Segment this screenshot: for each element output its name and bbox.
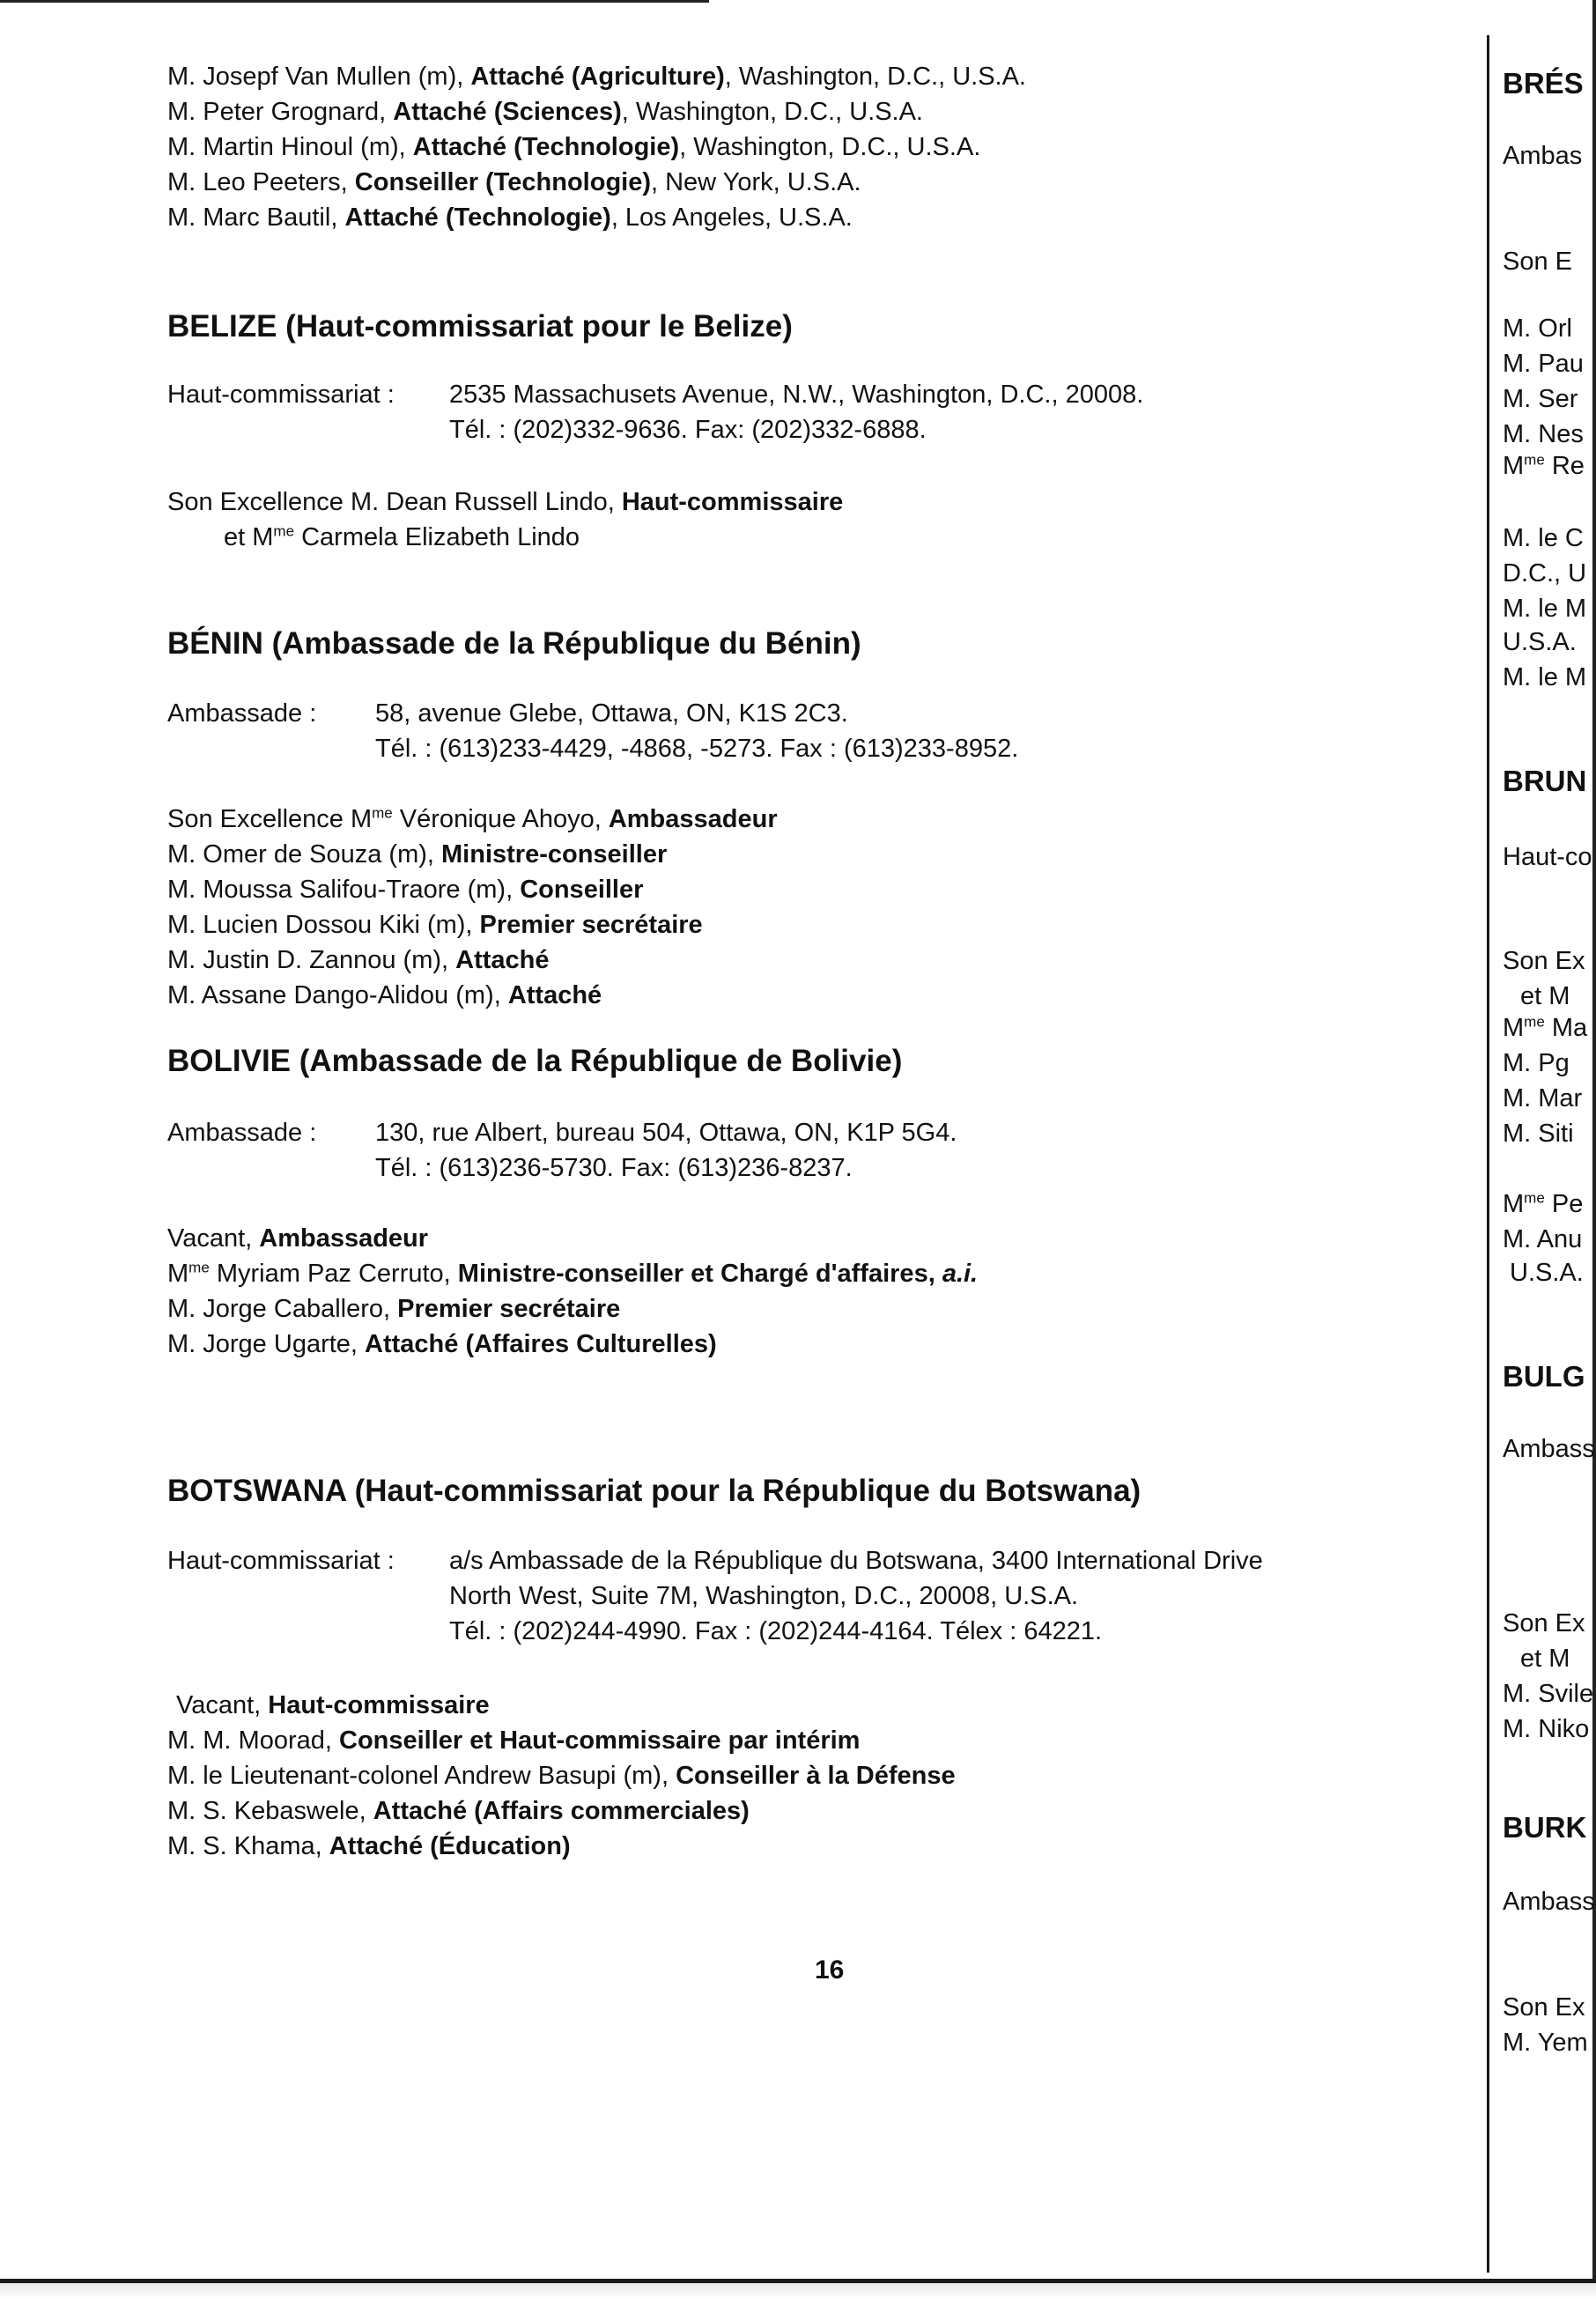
cropped-text: M. Pau	[1503, 350, 1584, 378]
cropped-text: U.S.A.	[1510, 1259, 1584, 1287]
phone-line: Tél. : (202)244-4990. Fax : (202)244-4164. Télex : 64221.	[449, 1617, 1103, 1645]
staff-entry: M. S. Kebaswele, Attaché (Affairs commerciales)	[167, 1797, 750, 1825]
staff-entry: M. Assane Dango-Alidou (m), Attaché	[167, 981, 602, 1009]
spouse-line: et $M^{me}$ Carmela Elizabeth Lindo	[224, 522, 580, 551]
cropped-text: M. Pg	[1503, 1049, 1570, 1077]
staff-entry: M. Moussa Salifou-Traore (m), Conseiller	[167, 876, 644, 904]
section-heading: BOTSWANA (Haut-commissariat pour la République du Botswana)	[167, 1474, 1142, 1508]
cropped-text: Son Ex	[1503, 947, 1585, 975]
cropped-heading: BRÉS	[1503, 67, 1584, 100]
section-heading: BOLIVIE (Ambassade de la République de Bolivie)	[167, 1044, 903, 1078]
address-label: Ambassade :	[167, 1119, 317, 1147]
staff-entry: $M^{me}$ Myriam Paz Cerruto, Ministre-conseiller et Chargé d'affaires, a.i.	[167, 1259, 979, 1288]
page-number: 16	[815, 1955, 845, 1985]
next-page-column-cropped	[1503, 0, 1596, 2273]
section-heading: BÉNIN (Ambassade de la République du Bénin)	[167, 626, 861, 661]
head-of-mission: Son Excellence M. Dean Russell Lindo, Haut-commissaire	[167, 488, 844, 516]
staff-entry: M. Marc Bautil, Attaché (Technologie), Los Angeles, U.S.A.	[167, 203, 853, 232]
staff-entry: M. Jorge Ugarte, Attaché (Affaires Culturelles)	[167, 1330, 717, 1358]
phone-line: Tél. : (613)236-5730. Fax: (613)236-8237.	[375, 1154, 853, 1182]
cropped-heading: BURK	[1503, 1811, 1587, 1844]
cropped-text: $M^{me}$ Re	[1503, 451, 1585, 480]
cropped-text: Ambass	[1503, 1888, 1595, 1916]
scan-bottom-shade	[0, 2283, 1596, 2299]
staff-entry: M. le Lieutenant-colonel Andrew Basupi (m), Conseiller à la Défense	[167, 1762, 956, 1790]
cropped-text: M. Mar	[1503, 1084, 1583, 1113]
address-line: North West, Suite 7M, Washington, D.C., 20008, U.S.A.	[449, 1582, 1079, 1610]
cropped-heading: BRUN	[1503, 765, 1587, 797]
cropped-text: et M	[1520, 1645, 1570, 1673]
cropped-text: $M^{me}$ Ma	[1503, 1013, 1588, 1042]
cropped-text: Haut-co	[1503, 843, 1592, 871]
cropped-text: Son E	[1503, 248, 1572, 276]
cropped-text: Ambas	[1503, 142, 1583, 170]
cropped-text: Son Ex	[1503, 1993, 1585, 2022]
cropped-text: Ambass	[1503, 1435, 1595, 1463]
staff-entry: M. M. Moorad, Conseiller et Haut-commissaire par intérim	[167, 1726, 861, 1755]
cropped-text: Son Ex	[1503, 1609, 1585, 1637]
cropped-text: M. Yem	[1503, 2029, 1588, 2057]
staff-entry: M. Justin D. Zannou (m), Attaché	[167, 946, 550, 974]
cropped-heading: BULG	[1503, 1360, 1585, 1393]
head-of-mission: Vacant, Ambassadeur	[167, 1224, 429, 1253]
staff-entry: M. Lucien Dossou Kiki (m), Premier secrétaire	[167, 911, 703, 939]
address-block: Ambassade : 130, rue Albert, bureau 504, Ottawa, ON, K1P 5G4.	[167, 1119, 957, 1147]
phone-line: Tél. : (613)233-4429, -4868, -5273. Fax : (613)233-8952.	[375, 735, 1019, 763]
address-label: Haut-commissariat :	[167, 1547, 395, 1575]
staff-entry: M. Josepf Van Mullen (m), Attaché (Agriculture), Washington, D.C., U.S.A.	[167, 63, 1026, 91]
cropped-text: M. Siti	[1503, 1120, 1574, 1148]
cropped-text: U.S.A.	[1503, 628, 1577, 656]
cropped-text: M. Ser	[1503, 385, 1578, 413]
cropped-text: $M^{me}$ Pe	[1503, 1189, 1584, 1218]
head-of-mission: Son Excellence $M^{me}$ Véronique Ahoyo, Ambassadeur	[167, 804, 778, 833]
cropped-text: M. le M	[1503, 663, 1587, 691]
address-block: Ambassade : 58, avenue Glebe, Ottawa, ON, K1S 2C3.	[167, 699, 848, 728]
address-block: Haut-commissariat : a/s Ambassade de la République du Botswana, 3400 International Drive	[167, 1547, 1263, 1575]
address-label: Haut-commissariat :	[167, 381, 395, 409]
cropped-text: et M	[1520, 982, 1570, 1010]
address-label: Ambassade :	[167, 699, 317, 728]
cropped-text: M. Orl	[1503, 314, 1572, 343]
cropped-text: D.C., U	[1503, 559, 1587, 588]
staff-entry: M. Peter Grognard, Attaché (Sciences), Washington, D.C., U.S.A.	[167, 98, 923, 126]
head-of-mission: Vacant, Haut-commissaire	[176, 1691, 490, 1719]
staff-entry: M. Jorge Caballero, Premier secrétaire	[167, 1295, 621, 1323]
cropped-text: M. le C	[1503, 524, 1584, 552]
staff-entry: M. Leo Peeters, Conseiller (Technologie), New York, U.S.A.	[167, 168, 861, 196]
cropped-text: M. Nes	[1503, 420, 1584, 448]
section-heading: BELIZE (Haut-commissariat pour le Belize)	[167, 309, 793, 344]
scan-top-border	[0, 0, 709, 3]
staff-entry: M. Omer de Souza (m), Ministre-conseiller	[167, 840, 668, 869]
cropped-text: M. Anu	[1503, 1225, 1583, 1253]
staff-entry: M. S. Khama, Attaché (Éducation)	[167, 1832, 571, 1860]
cropped-text: M. le M	[1503, 595, 1587, 623]
phone-line: Tél. : (202)332-9636. Fax: (202)332-6888.	[449, 416, 927, 444]
cropped-text: M. Niko	[1503, 1715, 1590, 1743]
address-block: Haut-commissariat : 2535 Massachusets Avenue, N.W., Washington, D.C., 20008.	[167, 381, 1144, 409]
page-binding-line	[1487, 35, 1489, 2273]
staff-entry: M. Martin Hinoul (m), Attaché (Technologie), Washington, D.C., U.S.A.	[167, 133, 981, 161]
cropped-text: M. Svile	[1503, 1680, 1594, 1708]
